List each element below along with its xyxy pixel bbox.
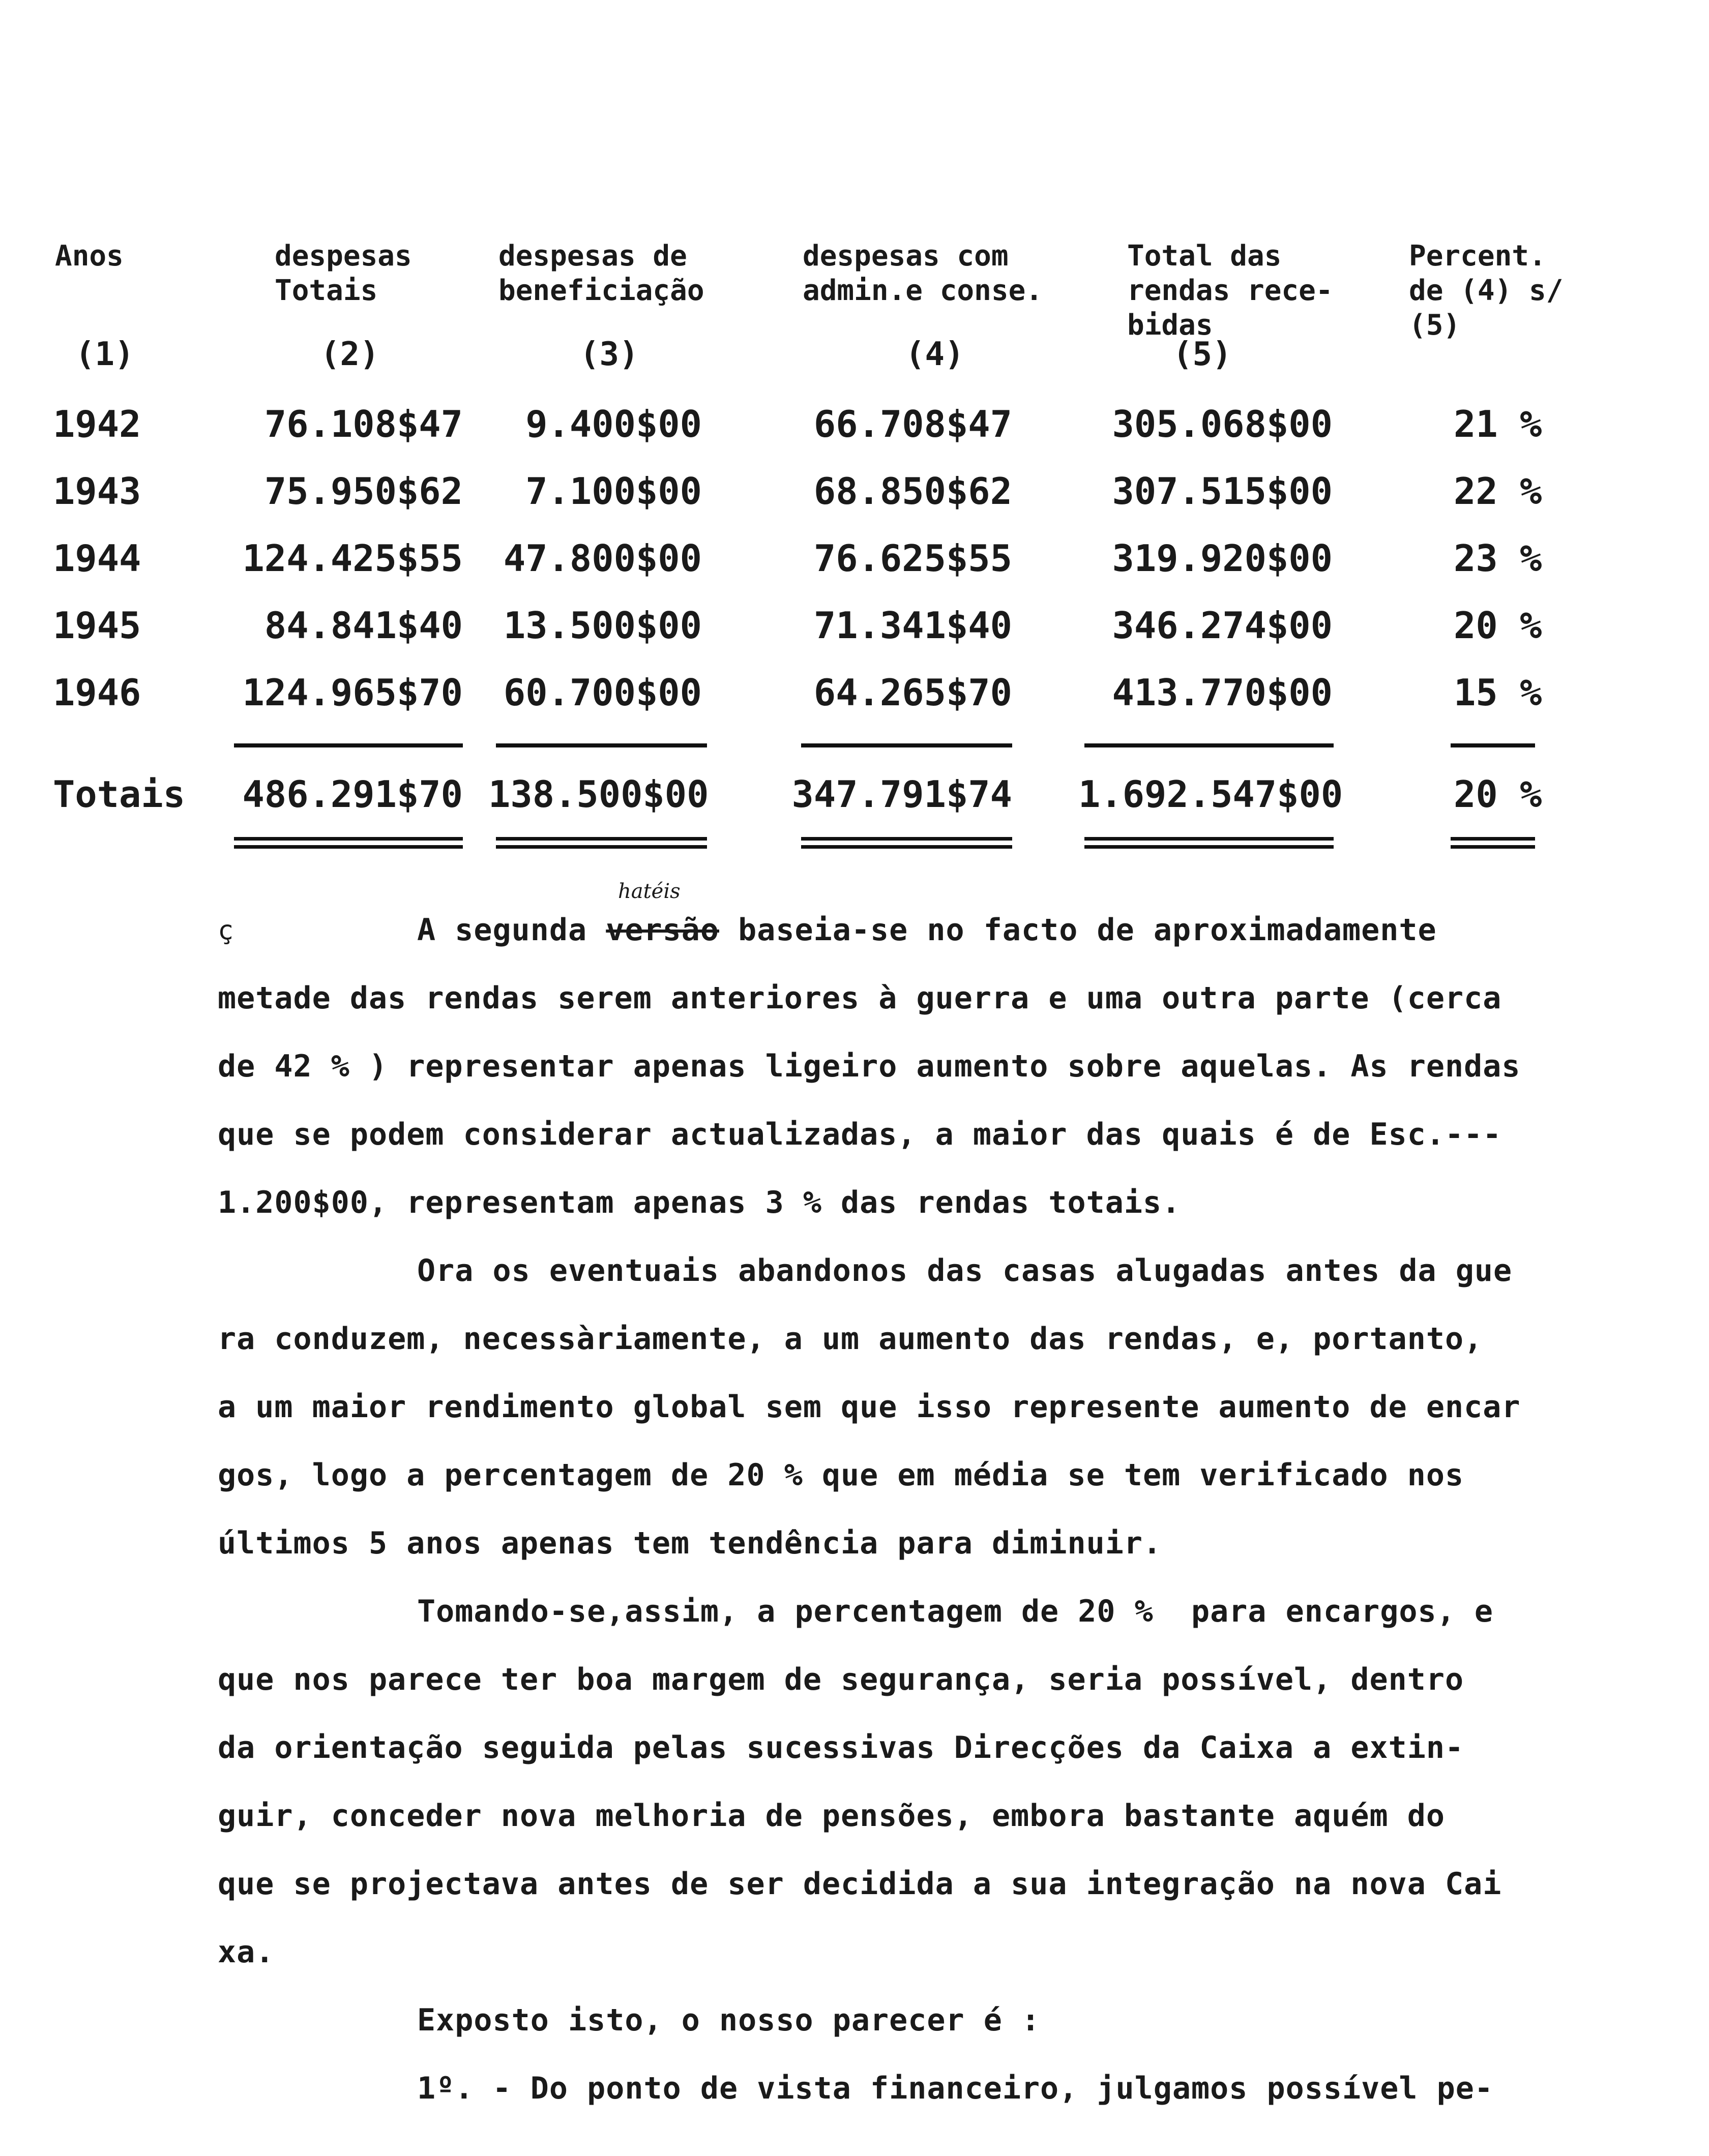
rule-below-totals (1084, 837, 1334, 841)
header-despesas-totais: despesas Totais (275, 239, 412, 307)
total-despesas-admin: 347.791$74 (791, 773, 1012, 816)
cell-ano: 1945 (53, 604, 141, 647)
cell-total-rendas: 346.274$00 (1112, 604, 1333, 647)
rule-below-totals (801, 845, 1012, 849)
rule-below-totals (801, 837, 1012, 841)
paragraph-line: últimos 5 anos apenas tem tendência para diminuir. (218, 1525, 1162, 1561)
cell-despesas-totais: 84.841$40 (264, 604, 463, 647)
cell-ano: 1944 (53, 537, 141, 580)
cell-despesas-beneficiacao: 47.800$00 (503, 537, 702, 580)
paragraph-line: de 42 % ) representar apenas ligeiro aumento sobre aquelas. As rendas (218, 1049, 1521, 1084)
cell-despesas-admin: 66.708$47 (813, 403, 1012, 445)
cell-despesas-admin: 71.341$40 (813, 604, 1012, 647)
rule-below-totals (1451, 837, 1535, 841)
rule-below-totals (1084, 845, 1334, 849)
colnum-5: (5) (1173, 336, 1232, 373)
total-percent: 20 % (1454, 773, 1542, 816)
rule-above-totals (234, 743, 463, 747)
rule-below-totals (496, 845, 707, 849)
paragraph-line: a um maior rendimento global sem que isso represente aumento de encar (218, 1389, 1521, 1425)
cell-total-rendas: 305.068$00 (1112, 403, 1333, 445)
rule-above-totals (1084, 743, 1334, 747)
paragraph-line: gos, logo a percentagem de 20 % que em média se tem verificado nos (218, 1457, 1464, 1493)
rule-above-totals (1451, 743, 1535, 747)
total-despesas-totais: 486.291$70 (242, 773, 463, 816)
cell-despesas-totais: 76.108$47 (264, 403, 463, 445)
rule-below-totals (234, 845, 463, 849)
paragraph-line: 1º. - Do ponto de vista financeiro, julgamos possível pe- (417, 2071, 1494, 2106)
paragraph-line: ra conduzem, necessàriamente, a um aumento das rendas, e, portanto, (218, 1321, 1483, 1357)
handwritten-annotation: hatéis (618, 880, 681, 903)
header-percent: Percent. de (4) s/ (5) (1409, 239, 1564, 342)
header-total-rendas: Total das rendas rece- bidas (1127, 239, 1333, 342)
cell-total-rendas: 319.920$00 (1112, 537, 1333, 580)
cell-ano: 1946 (53, 671, 141, 714)
colnum-1: (1) (75, 336, 134, 373)
paragraph-line: A segunda versão baseia-se no facto de aproximadamente (417, 912, 1437, 948)
cell-despesas-admin: 68.850$62 (813, 470, 1012, 513)
cell-percent: 21 % (1454, 403, 1542, 445)
cell-despesas-totais: 124.965$70 (242, 671, 463, 714)
cell-ano: 1943 (53, 470, 141, 513)
cell-percent: 23 % (1454, 537, 1542, 580)
margin-mark: ç (218, 915, 234, 946)
colnum-3: (3) (580, 336, 639, 373)
paragraph-line: que nos parece ter boa margem de segurança, seria possível, dentro (218, 1662, 1464, 1697)
header-despesas-admin: despesas com admin.e conse. (803, 239, 1043, 307)
paragraph-line: que se podem considerar actualizadas, a maior das quais é de Esc.--- (218, 1117, 1502, 1152)
paragraph-line: da orientação seguida pelas sucessivas Direcções da Caixa a extin- (218, 1730, 1464, 1765)
paragraph-line: Ora os eventuais abandonos das casas alugadas antes da gue (417, 1253, 1513, 1289)
cell-despesas-beneficiacao: 13.500$00 (503, 604, 702, 647)
colnum-4: (4) (905, 336, 964, 373)
cell-total-rendas: 307.515$00 (1112, 470, 1333, 513)
header-despesas-beneficiacao: despesas de beneficiação (498, 239, 704, 307)
cell-despesas-beneficiacao: 9.400$00 (525, 403, 702, 445)
totals-label: Totais (53, 773, 186, 816)
paragraph-line: 1.200$00, representam apenas 3 % das rendas totais. (218, 1185, 1181, 1220)
cell-despesas-beneficiacao: 60.700$00 (503, 671, 702, 714)
cell-despesas-totais: 75.950$62 (264, 470, 463, 513)
cell-percent: 22 % (1454, 470, 1542, 513)
paragraph-line: Exposto isto, o nosso parecer é : (417, 2002, 1041, 2038)
cell-despesas-admin: 76.625$55 (813, 537, 1012, 580)
cell-despesas-beneficiacao: 7.100$00 (525, 470, 702, 513)
header-anos: Anos (55, 239, 124, 273)
paragraph-line: que se projectava antes de ser decidida a sua integração na nova Cai (218, 1866, 1502, 1902)
paragraph-line: metade das rendas serem anteriores à guerra e uma outra parte (cerca (218, 980, 1502, 1016)
paragraph-line: Tomando-se,assim, a percentagem de 20 % para encargos, e (417, 1594, 1494, 1629)
struck-word: versão (606, 912, 719, 948)
rule-below-totals (234, 837, 463, 841)
colnum-2: (2) (320, 336, 379, 373)
cell-total-rendas: 413.770$00 (1112, 671, 1333, 714)
rule-above-totals (496, 743, 707, 747)
cell-despesas-totais: 124.425$55 (242, 537, 463, 580)
rule-above-totals (801, 743, 1012, 747)
paragraph-line: xa. (218, 1934, 275, 1970)
cell-percent: 20 % (1454, 604, 1542, 647)
paragraph-line: guir, conceder nova melhoria de pensões, embora bastante aquém do (218, 1798, 1445, 1834)
total-despesas-beneficiacao: 138.500$00 (488, 773, 709, 816)
cell-ano: 1942 (53, 403, 141, 445)
rule-below-totals (1451, 845, 1535, 849)
cell-despesas-admin: 64.265$70 (813, 671, 1012, 714)
total-rendas: 1.692.547$00 (1078, 773, 1343, 816)
cell-percent: 15 % (1454, 671, 1542, 714)
rule-below-totals (496, 837, 707, 841)
